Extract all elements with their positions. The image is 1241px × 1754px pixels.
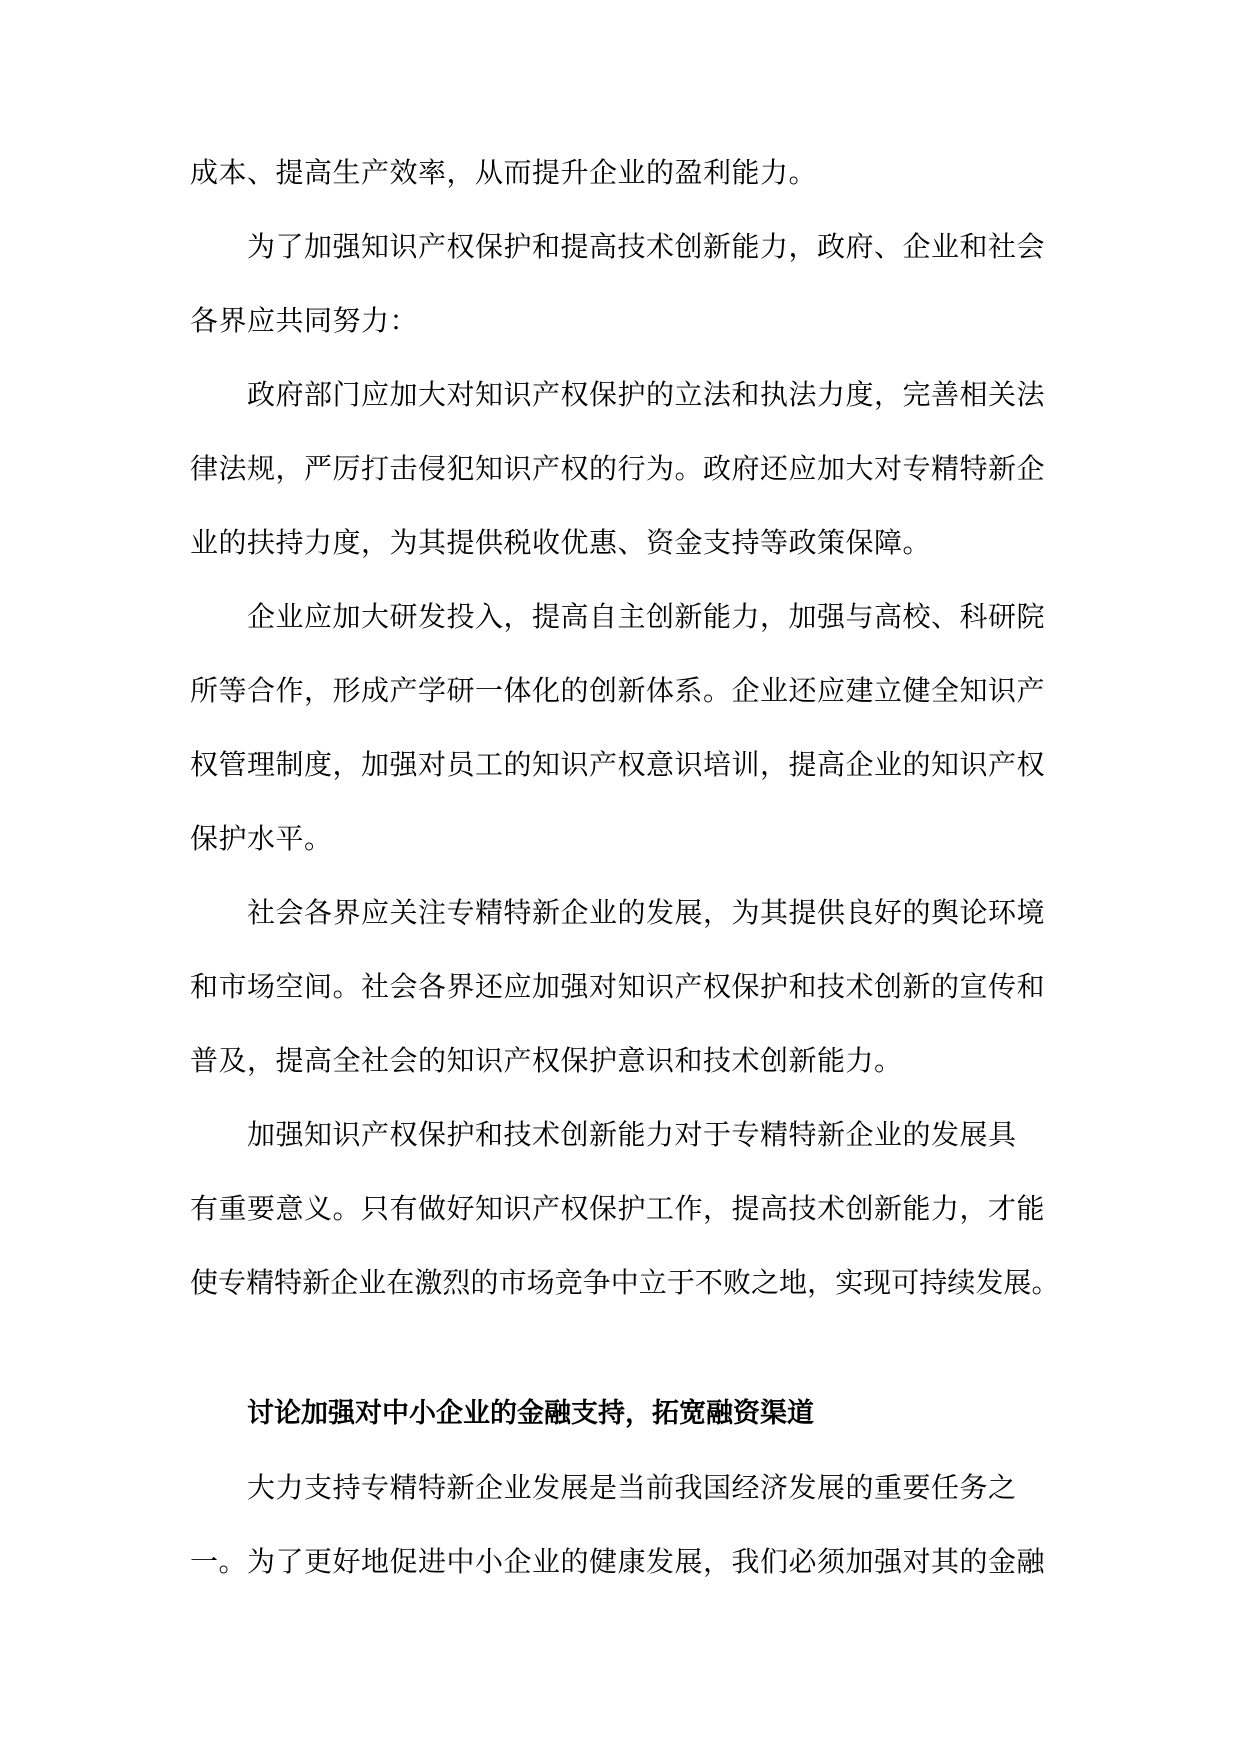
text-line: 普及，提高全社会的知识产权保护意识和技术创新能力。 <box>190 1044 903 1077</box>
section-heading: 讨论加强对中小企业的金融支持，拓宽融资渠道 <box>247 1398 814 1429</box>
text-line: 一。为了更好地促进中小企业的健康发展，我们必须加强对其的金融 <box>190 1545 1046 1578</box>
paragraph-continuation <box>190 136 1060 210</box>
paragraph-government <box>190 358 1060 580</box>
text-line: 业的扶持力度，为其提供税收优惠、资金支持等政策保障。 <box>190 526 932 559</box>
text-line: 社会各界应关注专精特新企业的发展，为其提供良好的舆论环境 <box>247 896 1046 929</box>
text-line: 所等合作，形成产学研一体化的创新体系。企业还应建立健全知识产 <box>190 674 1046 707</box>
text-line: 权管理制度，加强对员工的知识产权意识培训，提高企业的知识产权 <box>190 748 1046 781</box>
text-line: 为了加强知识产权保护和提高技术创新能力，政府、企业和社会 <box>247 230 1046 263</box>
text-line: 使专精特新企业在激烈的市场竞争中立于不败之地，实现可持续发展。 <box>190 1266 1060 1299</box>
text-line: 和市场空间。社会各界还应加强对知识产权保护和技术创新的宣传和 <box>190 970 1046 1003</box>
text-line: 成本、提高生产效率，从而提升企业的盈利能力。 <box>190 156 818 189</box>
text-line: 企业应加大研发投入，提高自主创新能力，加强与高校、科研院 <box>247 600 1046 633</box>
text-line: 政府部门应加大对知识产权保护的立法和执法力度，完善相关法 <box>247 378 1046 411</box>
paragraph-enterprise <box>190 580 1060 876</box>
text-line: 保护水平。 <box>190 822 333 855</box>
text-line: 各界应共同努力： <box>190 304 419 337</box>
text-line: 律法规，严厉打击侵犯知识产权的行为。政府还应加大对专精特新企 <box>190 452 1046 485</box>
text-line: 有重要意义。只有做好知识产权保护工作，提高技术创新能力，才能 <box>190 1192 1046 1225</box>
text-line: 大力支持专精特新企业发展是当前我国经济发展的重要任务之 <box>247 1471 1017 1504</box>
text-line: 加强知识产权保护和技术创新能力对于专精特新企业的发展具 <box>247 1118 1017 1151</box>
paragraph-society <box>190 876 1060 1098</box>
paragraph-joint-effort <box>190 210 1060 358</box>
paragraph-conclusion <box>190 1098 1060 1320</box>
paragraph-financial-support <box>190 1451 1060 1599</box>
